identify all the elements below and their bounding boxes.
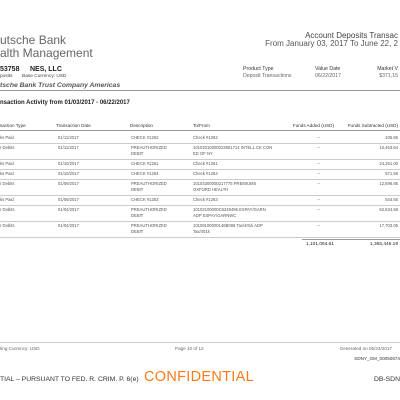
cell-transaction-date: 01/11/2017: [58, 135, 79, 140]
cell-to-from: Check #1261: [193, 161, 218, 166]
product-type-label: Product Type: [243, 66, 274, 72]
col-header-to-from: To/From: [193, 123, 210, 128]
col-header-description: Description: [130, 123, 153, 128]
cell-transaction-date: 01/10/2017: [58, 171, 79, 176]
account-number: 53758: [0, 66, 20, 73]
cell-to-from: 10102100000C6249495 ESPAY/GARN: [193, 207, 266, 212]
table-row-divider: [0, 143, 400, 144]
cell-to-from: 10102010000023801714 INTELL CK CON: [193, 145, 273, 150]
cell-description: DEBIT: [131, 213, 144, 218]
cell-funds-added: --: [317, 207, 320, 212]
cell-description: CHECK #1261: [131, 161, 159, 166]
cell-transaction-type: r Debits: [0, 207, 15, 212]
institution-name: tsche Bank Trust Company Americas: [0, 82, 121, 89]
total-funds-added: 1,101,064.61: [305, 242, 334, 247]
confidential-stamp: CONFIDENTIAL: [144, 369, 254, 385]
cell-to-from: Check #1262: [193, 135, 218, 140]
cell-transaction-date: 01/09/2017: [58, 197, 79, 202]
cell-transaction-date: 01/04/2017: [58, 223, 79, 228]
cell-funds-subtracted: 62,634.68: [379, 207, 398, 212]
cell-funds-subtracted: 544.55: [385, 197, 398, 202]
col-header-type: saction Type: [0, 123, 26, 128]
cell-funds-added: --: [317, 223, 320, 228]
totals-rule: [302, 239, 400, 240]
cell-to-from: 10104300000217775 PREMIUMS: [193, 181, 257, 186]
market-value-value: $371,15: [379, 73, 398, 79]
cell-funds-subtracted: 105.66: [385, 135, 398, 140]
cell-funds-added: --: [317, 145, 320, 150]
cell-transaction-date: 01/11/2017: [58, 145, 79, 150]
table-row-divider: [0, 237, 400, 238]
cell-funds-subtracted: 17,703.05: [379, 223, 398, 228]
cell-transaction-type: ks Paid: [0, 161, 14, 166]
confidential-notice: TIAL – PURSUANT TO FED. R. CRIM. P. 6(e): [0, 376, 139, 383]
cell-to-from: OXFORD HEALTH: [193, 187, 229, 192]
col-header-funds-subtracted: Funds Subtracted (USD): [347, 123, 398, 128]
bates-number: SDNY_GM_00050674: [354, 356, 400, 361]
cell-transaction-type: ks Paid: [0, 171, 14, 176]
cell-funds-added: --: [317, 197, 320, 202]
cell-description: DEBIT: [131, 151, 144, 156]
market-value-label: Market V: [377, 66, 398, 72]
reporting-currency: ting Currency: USD: [0, 346, 40, 351]
table-row-divider: [0, 205, 400, 206]
table-header-rule: [0, 130, 400, 131]
cell-funds-added: --: [317, 181, 320, 186]
cell-transaction-date: 01/04/2017: [58, 207, 79, 212]
document-id: DB-SDN: [373, 376, 400, 383]
generated-date: Generated on 06/23/2017: [339, 346, 392, 351]
col-header-funds-added: Funds Added (USD): [292, 123, 334, 128]
cell-to-from: ED OF NY: [193, 151, 213, 156]
product-type-value: Deposit Transactions: [243, 73, 292, 79]
cell-description: CHECK #1264: [131, 171, 159, 176]
cell-funds-subtracted: 571.59: [385, 171, 398, 176]
cell-description: PREAUTHORIZED: [131, 145, 167, 150]
header-divider: [0, 90, 400, 91]
cell-to-from: Check #1264: [193, 171, 218, 176]
page-number: Page 10 of 12: [175, 346, 204, 351]
cell-transaction-date: 01/10/2017: [58, 161, 79, 166]
cell-description: DEBIT: [131, 229, 144, 234]
bank-name-line1: utsche Bank: [0, 33, 67, 47]
cell-description: PREAUTHORIZED: [131, 223, 167, 228]
cell-to-from: Check #1263: [193, 197, 218, 202]
table-row-divider: [0, 195, 400, 196]
account-name: NES, LLC: [30, 66, 62, 73]
cell-description: DEBIT: [131, 187, 144, 192]
account-type: posits: [0, 74, 13, 79]
cell-funds-added: --: [317, 161, 320, 166]
value-date-value: 06/22/2017: [315, 73, 341, 79]
table-row-divider: [0, 159, 400, 160]
cell-to-from: ADP ESPAY/GARNWC: [193, 213, 237, 218]
table-row-divider: [0, 221, 400, 222]
cell-funds-added: --: [317, 171, 320, 176]
cell-description: CHECK #1262: [131, 135, 159, 140]
cell-description: PREAUTHORIZED: [131, 207, 167, 212]
cell-funds-subtracted: 24,261.00: [379, 161, 398, 166]
cell-transaction-type: ks Paid: [0, 197, 14, 202]
cell-transaction-type: r Debits: [0, 181, 15, 186]
table-row-divider: [0, 169, 400, 170]
cell-funds-added: --: [317, 135, 320, 140]
col-header-date: Transaction Date: [56, 123, 91, 128]
cell-description: PREAUTHORIZED: [131, 181, 167, 186]
section-title: nsaction Activity from 01/03/2017 - 06/22/2017: [0, 100, 130, 106]
cell-description: CHECK #1263: [131, 197, 159, 202]
cell-to-from: Tax/401k: [193, 229, 210, 234]
base-currency: Base Currency: USD: [22, 74, 67, 79]
cell-transaction-type: r Debits: [0, 223, 15, 228]
cell-funds-subtracted: 12,896.85: [379, 181, 398, 186]
cell-to-from: 10108100000146B069 Tax/401k ADP: [193, 223, 263, 228]
report-period: From January 03, 2017 To June 22, 2: [265, 39, 398, 48]
total-funds-subtracted: 1,365,446.19: [369, 242, 398, 247]
footer-rule: [0, 342, 400, 343]
table-row-divider: [0, 179, 400, 180]
report-title: Account Deposits Transac: [305, 31, 398, 40]
cell-transaction-type: ks Paid: [0, 135, 14, 140]
cell-transaction-type: r Debits: [0, 145, 15, 150]
bank-name-line2: alth Management: [0, 46, 93, 60]
cell-funds-subtracted: 10,463.64: [379, 145, 398, 150]
cell-transaction-date: 01/09/2017: [58, 181, 79, 186]
value-date-label: Value Date: [315, 66, 341, 72]
